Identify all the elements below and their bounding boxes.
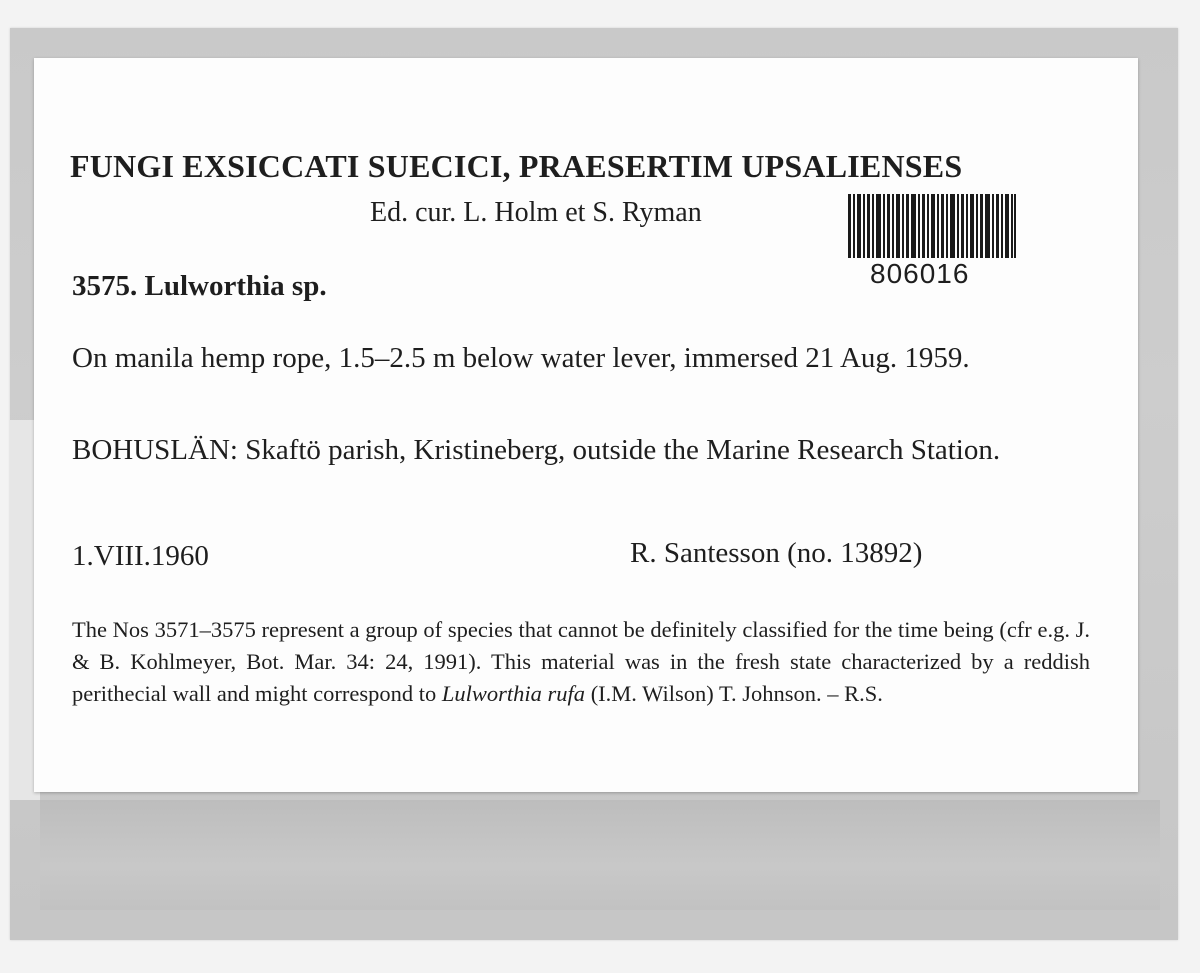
collector: R. Santesson (no. 13892) [630,537,923,569]
locality-text: BOHUSLÄN: Skaftö parish, Kristineberg, outside the Marine Research Station. [72,434,1001,466]
editors-line: Ed. cur. L. Holm et S. Ryman [370,197,702,228]
note-part-2: (I.M. Wilson) T. Johnson. – R.S. [585,681,883,706]
taxon-name: Lulworthia sp. [144,270,327,302]
envelope-fold [40,800,1160,910]
note-italic-taxon: Lulworthia rufa [441,681,586,706]
specimen-number: 3575. [72,270,138,302]
substrate-text: On manila hemp rope, 1.5–2.5 m below water lever, immersed 21 Aug. 1959. [72,342,970,374]
barcode-number: 806016 [870,258,970,289]
collection-date: 1.VIII.1960 [72,540,209,572]
barcode-icon [848,194,1016,258]
specimen-title [72,270,327,303]
note-part-1: The Nos 3571–3575 represent a group of species that cannot be definitely classified for the time being (cfr e.g. J. & B. Kohlmeyer, Bot. Mar. 34: 24, 1991). This material was in the fresh state characterized by a reddish perithecial wall and might correspond to [72,617,1090,706]
note-text [72,614,1090,710]
series-title: FUNGI EXSICCATI SUECICI, PRAESERTIM UPSALIENSES [70,148,963,184]
